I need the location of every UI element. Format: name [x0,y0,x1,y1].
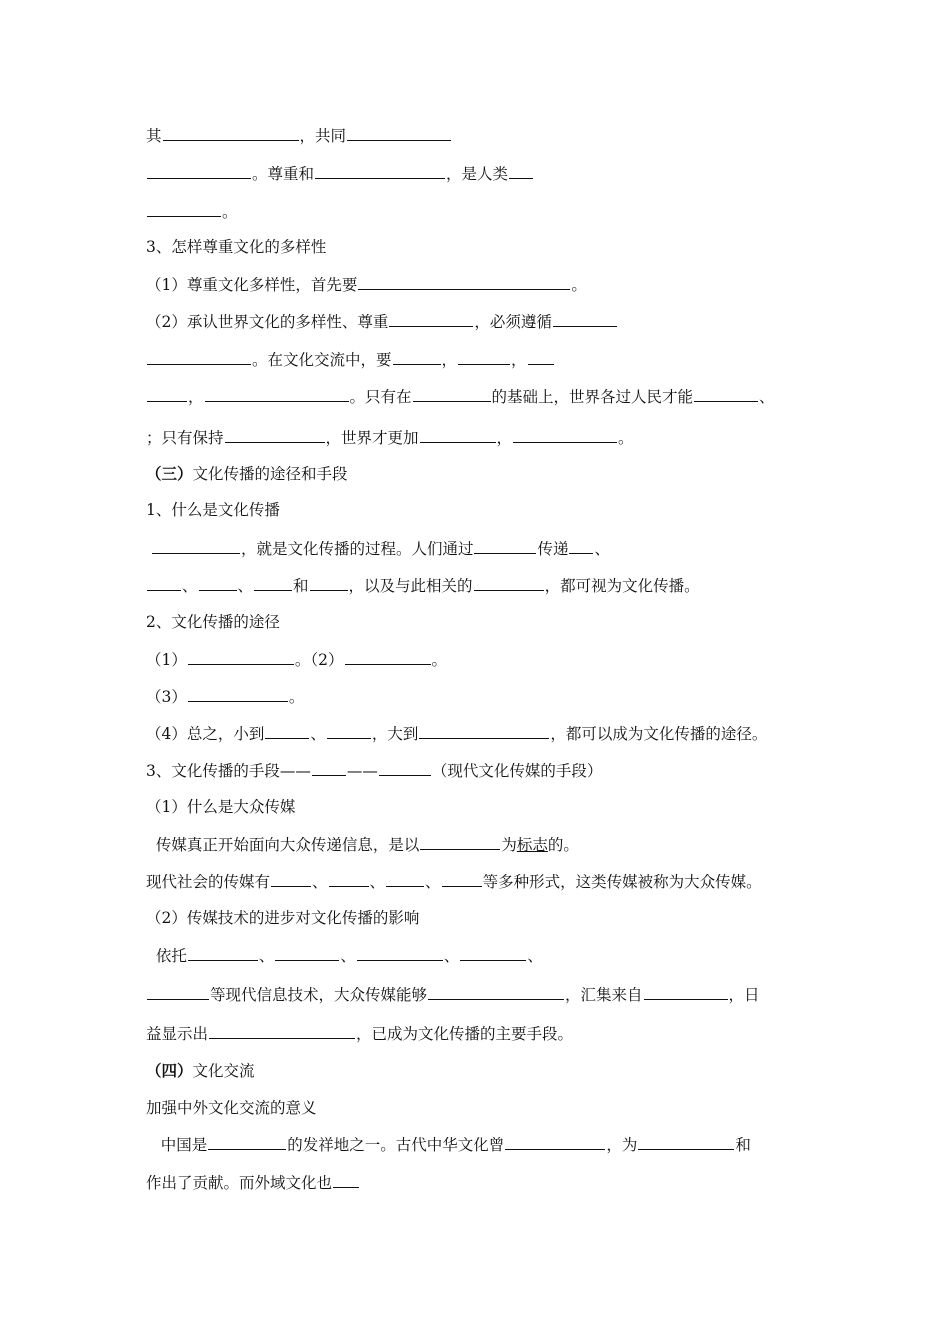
fill-blank[interactable] [147,574,181,591]
text-line: 作出了贡献。而外域文化也 [146,1171,830,1193]
fill-blank[interactable] [225,426,325,443]
section-heading: （四）文化交流 [146,1061,255,1080]
fill-blank[interactable] [333,1171,359,1188]
fill-blank[interactable] [265,722,309,739]
section-heading: 1、什么是文化传播 [146,501,280,519]
fill-blank[interactable] [528,348,554,365]
fill-blank[interactable] [147,162,251,179]
fill-blank[interactable] [509,162,533,179]
text-line: （1） 。（2） 。 [146,648,830,670]
text-line: ， 。只有在 的基础上，世界各过人民才能 、 [146,385,830,407]
fill-blank[interactable] [474,574,544,591]
fill-blank[interactable] [188,648,294,665]
fill-blank[interactable] [505,1133,605,1150]
fill-blank[interactable] [420,833,500,850]
text-line: 益显示出 ，已成为文化传播的主要手段。 [146,1022,830,1044]
text-line: 。 [146,200,830,222]
fill-blank[interactable] [644,983,728,1000]
fill-blank[interactable] [163,124,299,141]
fill-blank[interactable] [205,385,349,402]
fill-blank[interactable] [386,870,424,887]
fill-blank[interactable] [553,310,617,327]
text-line: 、 、 和 ，以及与此相关的 ，都可视为文化传播。 [146,574,830,596]
section-heading: 2、文化传播的途径 [146,613,280,631]
fill-blank[interactable] [420,426,496,443]
text-line: 加强中外文化交流的意义 [146,1099,317,1117]
text-line: （4）总之，小到 、 ，大到 ，都可以成为文化传播的途径。 [146,722,830,744]
fill-blank[interactable] [147,200,221,217]
fill-blank[interactable] [428,983,564,1000]
fill-blank[interactable] [694,385,758,402]
fill-blank[interactable] [188,944,258,961]
fill-blank[interactable] [460,944,526,961]
text-line: 等现代信息技术，大众传媒能够 ，汇集来自 ，日 [146,983,830,1005]
section-heading: 3、怎样尊重文化的多样性 [146,238,327,256]
text-line: （1）什么是大众传媒 [146,798,296,816]
fill-blank[interactable] [271,870,311,887]
fill-blank[interactable] [413,385,491,402]
section-heading: （三）文化传播的途径和手段 [146,464,348,483]
fill-blank[interactable] [419,722,549,739]
fill-blank[interactable] [347,124,451,141]
fill-blank[interactable] [345,648,431,665]
fill-blank[interactable] [569,537,593,554]
fill-blank[interactable] [329,870,369,887]
text-line: （3） 。 [146,685,830,707]
fill-blank[interactable] [310,574,348,591]
fill-blank[interactable] [152,537,240,554]
fill-blank[interactable] [458,348,510,365]
fill-blank[interactable] [275,944,339,961]
fill-blank[interactable] [513,426,617,443]
fill-blank[interactable] [638,1133,734,1150]
fill-blank[interactable] [442,870,482,887]
fill-blank[interactable] [208,1133,286,1150]
fill-blank[interactable] [147,385,187,402]
fill-blank[interactable] [147,983,209,1000]
fill-blank[interactable] [474,537,536,554]
fill-blank[interactable] [393,348,441,365]
text-line: （1）尊重文化多样性，首先要 。 [146,273,830,295]
text-line: 。在文化交流中，要 ， ， [146,348,830,370]
fill-blank[interactable] [327,722,371,739]
text-line: （2）承认世界文化的多样性、尊重 ，必须遵循 [146,310,830,332]
section-heading: 3、文化传播的手段—— —— （现代文化传媒的手段） [146,759,830,781]
fill-blank[interactable] [357,944,443,961]
fill-blank[interactable] [315,162,445,179]
text-line: 其 ，共同 [146,124,830,146]
text-line: ；只有保持 ，世界才更加 ， 。 [146,426,830,448]
text-line: 依托 、 、 、 、 [146,944,830,966]
fill-blank[interactable] [312,759,346,776]
fill-blank[interactable] [389,310,473,327]
text-line: ，就是文化传播的过程。人们通过 传递 、 [146,537,830,559]
fill-blank[interactable] [188,685,288,702]
text-line: 。尊重和 ，是人类 [146,162,830,184]
fill-blank[interactable] [358,273,570,290]
text-line: 传媒真正开始面向大众传递信息，是以 为标志的。 [146,833,830,855]
text-line: （2）传媒技术的进步对文化传播的影响 [146,909,420,927]
fill-blank[interactable] [254,574,292,591]
fill-blank[interactable] [209,1022,355,1039]
text-line: 中国是 的发祥地之一。古代中华文化曾 ，为 和 [146,1133,830,1155]
fill-blank[interactable] [147,348,251,365]
fill-blank[interactable] [379,759,431,776]
text-line: 现代社会的传媒有 、 、 、 等多种形式，这类传媒被称为大众传媒。 [146,870,830,892]
fill-blank[interactable] [199,574,237,591]
